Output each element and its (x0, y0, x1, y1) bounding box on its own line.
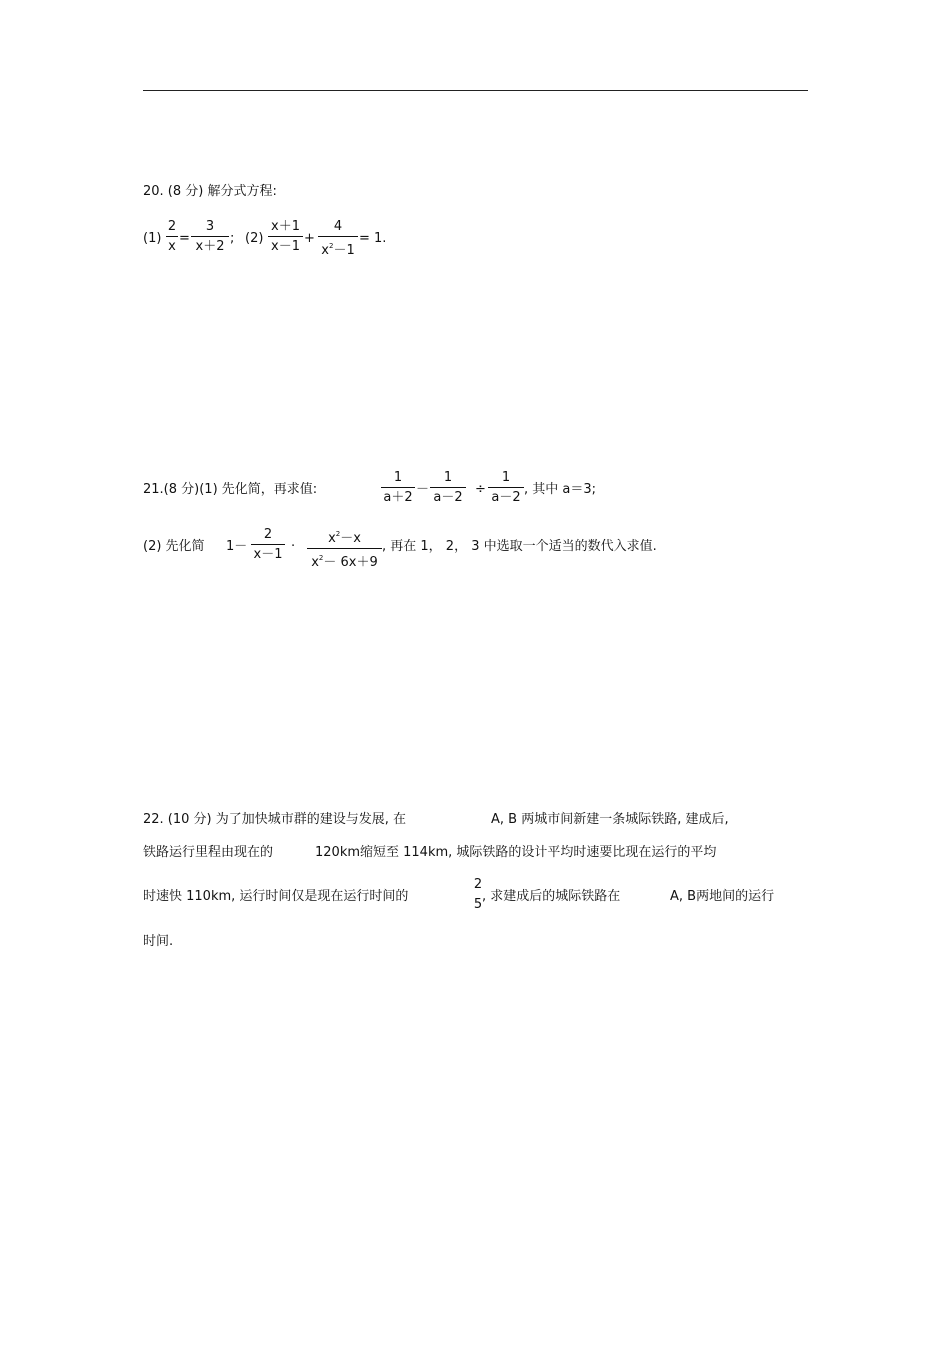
q21-header: 21.(8 分)(1) 先化简，再求值: (143, 482, 318, 497)
q22-frac-den: 5 (473, 897, 483, 912)
q21-fraction-3 (488, 469, 524, 506)
q21-p2-fraction-1 (251, 526, 285, 563)
q21-minus: － (416, 482, 430, 497)
q21-p2-f1-num: 2 (263, 527, 273, 542)
q21-p2-fraction-2 (307, 526, 382, 571)
q21-p2-tail: , 再在 1， 2， 3 中选取一个适当的数代入求值. (382, 539, 657, 554)
q20-p2-fraction-1 (268, 218, 303, 255)
q20-p1-lhs-fraction (166, 218, 178, 255)
q20-header: 20. (8 分) 解分式方程: (143, 184, 277, 199)
q20-p2-f1-num: x＋1 (271, 219, 300, 234)
q20-p1-rhs-fraction (191, 218, 229, 255)
q21-f3-num: 1 (501, 470, 511, 485)
q21-p2-one: 1－ (226, 539, 248, 554)
q21-p2-f2-num: $x^2-x$ (328, 530, 361, 546)
q21-f2-num: 1 (443, 470, 453, 485)
q20-p1-rhs-num: 3 (205, 219, 215, 234)
q20-p2-f1-den: x－1 (271, 239, 300, 254)
q20-p2-tail: = 1. (359, 231, 387, 246)
q21-f3-den: a－2 (491, 490, 521, 505)
q20-p1-lhs-num: 2 (167, 219, 177, 234)
q20-p1-eq: = (179, 231, 190, 246)
q21-p2-f2-den: $x^2- 6x+9$ (311, 554, 378, 570)
q22-line1b: A, B 两城市间新建一条城际铁路, 建成后, (491, 812, 729, 827)
q21-f1-num: 1 (393, 470, 403, 485)
q22-line2b: 120km缩短至 114km, 城际铁路的设计平均时速要比现在运行的平均 (315, 845, 717, 860)
q20-p1-lhs-den: x (168, 239, 176, 254)
q20-plus: + (304, 231, 315, 246)
q21-p2-f1-den: x－1 (253, 547, 283, 562)
q22-line2a: 铁路运行里程由现在的 (143, 845, 274, 860)
q20-part2-label: (2) (245, 231, 264, 246)
q21-fraction-1 (381, 469, 415, 506)
q22-line1a: 22. (10 分) 为了加快城市群的建设与发展, 在 (143, 812, 407, 827)
header-rule (143, 90, 808, 91)
q22-line3c: A, B两地间的运行 (670, 889, 775, 904)
q22-line4: 时间. (143, 934, 174, 949)
q20-p2-f2-num: 4 (333, 219, 343, 234)
q22-line3b: , 求建成后的城际铁路在 (482, 889, 621, 904)
q21-fraction-2 (430, 469, 466, 506)
q20-p2-f2-den: $x^2-1$ (321, 242, 355, 258)
q21-div: ÷ (475, 482, 486, 497)
q21-part2-label: (2) 先化简 (143, 539, 205, 554)
q21-f2-den: a－2 (433, 490, 463, 505)
q20-p2-fraction-2 (318, 218, 358, 259)
q21-tail: , 其中 a＝3; (524, 482, 597, 497)
q21-f1-den: a＋2 (383, 490, 413, 505)
q20-p1-rhs-den: x＋2 (195, 239, 225, 254)
q20-sep: ; (230, 231, 235, 246)
q22-frac-num: 2 (473, 877, 483, 892)
q20-part1-label: (1) (143, 231, 162, 246)
q22-line3a: 时速快 110km, 运行时间仅是现在运行时间的 (143, 889, 409, 904)
q21-p2-dot: · (291, 539, 296, 554)
